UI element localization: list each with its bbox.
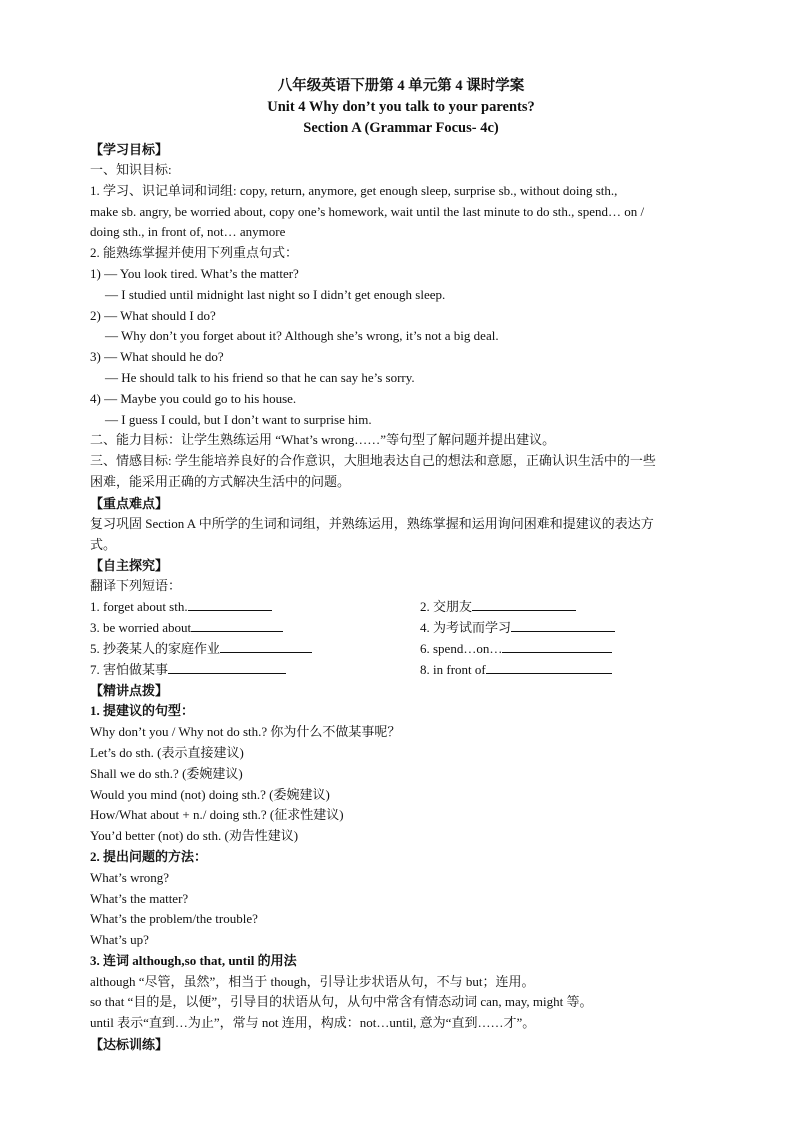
vocab-line-1: 1. 学习、识记单词和词组: copy, return, anymore, get enough sleep, surprise sb., without doing sth., [90,182,618,198]
dialog-question: 4) — Maybe you could go to his house. [90,390,297,406]
header-practice: 【达标训练】 [90,1037,169,1053]
translation-item [420,597,710,618]
conjunction-usage: although “尽管，虽然”，相当于 though，引导让步状语从句，不与 but；连用。 [90,973,535,989]
answer-blank[interactable] [191,618,283,632]
dialog-answer: — He should talk to his friend so that he can say he’s sorry. [105,369,415,385]
key-points-line-2: 式。 [90,536,117,552]
translation-prompt: 1. forget about sth. [90,599,188,615]
translation-item [90,597,420,618]
translation-item [90,639,420,660]
translation-prompt: 7. 害怕做某事 [90,661,169,677]
key-points-line-1: 复习巩固 Section A 中所学的生词和词组，并熟练运用，熟练掌握和运用询问困难和提建议的表达方 [90,515,654,531]
knowledge-goal-label: 一、知识目标: [90,162,172,177]
unit-title: Unit 4 Why don’t you talk to your parents? [267,99,535,115]
vocab-line-3: doing sth., in front of, not… anymore [90,224,286,240]
dialog-answer: — Why don’t you forget about it? Although she’s wrong, it’s not a big deal. [105,328,499,344]
dialog-question: 2) — What should I do? [90,307,216,323]
conjunctions-heading: 3. 连词 although,so that, until 的用法 [90,952,297,968]
translation-item [90,618,420,639]
translation-prompt: 3. be worried about [90,619,192,635]
suggestion-pattern: Shall we do sth.? (委婉建议) [90,765,243,781]
answer-blank[interactable] [472,597,576,611]
translation-prompt: 4. 为考试而学习 [420,619,512,635]
translation-item [420,660,710,681]
translation-item [420,618,710,639]
doc-title: 八年级英语下册第 4 单元第 4 课时学案 [277,78,525,94]
suggestion-pattern: Would you mind (not) doing sth.? (委婉建议) [90,786,330,802]
header-self-study: 【自主探究】 [90,558,169,574]
problem-expression: What’s the problem/the trouble? [90,911,258,927]
header-explanation: 【精讲点拨】 [90,683,169,699]
header-key-points: 【重点难点】 [90,495,169,511]
translation-grid [90,597,712,680]
dialog-answer: — I guess I could, but I don’t want to surprise him. [105,411,372,427]
problem-expression: What’s up? [90,932,149,948]
suggestion-pattern: How/What about + n./ doing sth.? (征求性建议) [90,807,344,823]
suggestion-patterns-heading: 1. 提建议的句型： [90,703,195,719]
suggestion-pattern: You’d better (not) do sth. (劝告性建议) [90,828,299,844]
dialog-question: 3) — What should he do? [90,349,224,365]
ability-goal: 二、能力目标：让学生熟练运用 “What’s wrong……”等句型了解问题并提出建议。 [90,432,556,448]
translation-item [420,639,710,660]
suggestion-pattern: Let’s do sth. (表示直接建议) [90,744,244,760]
problem-methods-heading: 2. 提出问题的方法： [90,848,208,864]
answer-blank[interactable] [486,660,612,674]
answer-blank[interactable] [502,639,612,653]
problem-expression: What’s wrong? [90,869,170,885]
conjunction-usage: until 表示“直到…为止”，常与 not 连用，构成：not…until, 意为“直到……才”。 [90,1015,536,1031]
answer-blank[interactable] [168,660,286,674]
translation-prompt: 8. in front of [420,661,486,677]
translation-prompt: 5. 抄袭某人的家庭作业 [90,640,221,656]
section-title: Section A (Grammar Focus- 4c) [303,120,499,136]
vocab-line-2: make sb. angry, be worried about, copy one’s homework, wait until the last minute to do sth., spend… on / [90,203,645,219]
conjunction-usage: so that “目的是，以便”，引导目的状语从句，从句中常含有情态动词 can, may, might 等。 [90,994,593,1010]
translate-instruction: 翻译下列短语： [90,578,182,594]
problem-expression: What’s the matter? [90,890,189,906]
translation-prompt: 6. spend…on… [420,640,503,656]
worksheet-page [90,74,712,1055]
header-learning-goals: 【学习目标】 [90,142,169,157]
dialog-question: 1) — You look tired. What’s the matter? [90,265,299,281]
emotion-goal-line-1: 三、情感目标: 学生能培养良好的合作意识，大胆地表达自己的想法和意愿，正确认识生活中的一些 [90,453,656,469]
answer-blank[interactable] [220,639,312,653]
answer-blank[interactable] [188,597,272,611]
translation-item [90,660,420,681]
emotion-goal-line-2: 困难，能采用正确的方式解决生活中的问题。 [90,473,351,489]
sentence-goal-label: 2. 能熟练掌握并使用下列重点句式： [90,245,299,261]
suggestion-pattern: Why don’t you / Why not do sth.? 你为什么不做某事呢？ [90,724,401,740]
dialog-answer: — I studied until midnight last night so I didn’t get enough sleep. [105,286,446,302]
translation-prompt: 2. 交朋友 [420,599,473,615]
answer-blank[interactable] [511,618,615,632]
